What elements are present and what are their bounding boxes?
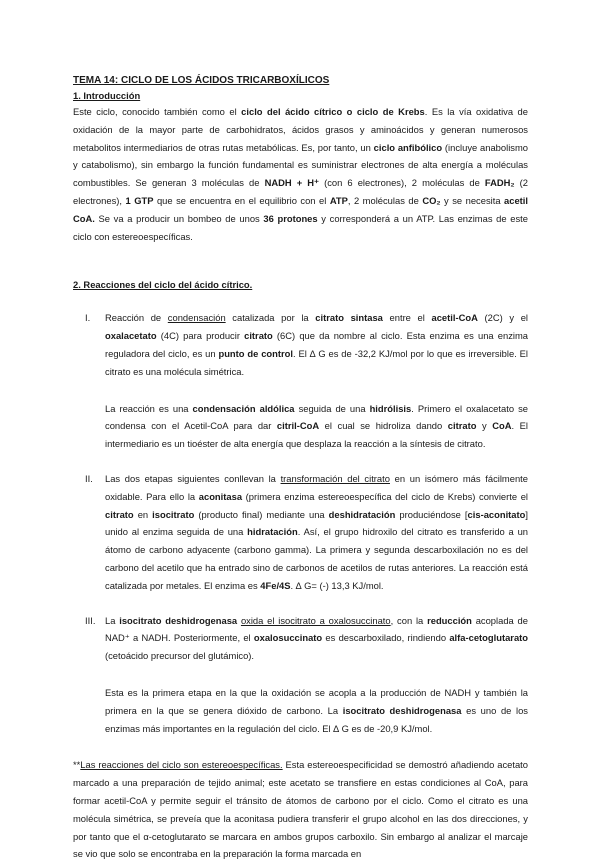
document-body: [73, 74, 528, 863]
reaction-iii-detail-paragraph: Esta es la primera etapa en la que la oxidación se acopla a la producción de NADH y también la primera en la que se genera dióxido de carbono. La isocitrato deshidrogenasa es uno de los enzimas más importantes en la regulación del ciclo. El ∆ G es de -20,9 KJ/mol.: [105, 686, 528, 734]
reaction-i-detail-paragraph: La reacción es una condensación aldólica seguida de una hidrólisis. Primero el oxalacetato se condensa con el Acetil-CoA para dar citril-CoA el cual se hidroliza dando citrato y CoA. El intermediario es un tioéster de alta energía que desplaza la reacción a la síntesis de citrato.: [105, 402, 529, 450]
reaction-i: [73, 309, 528, 380]
reaction-iii-detail: [73, 684, 528, 737]
intro-heading: 1. Introducción: [73, 90, 141, 101]
reaction-iii-paragraph: La isocitrato deshidrogenasa oxida el isocitrato a oxalosuccinato, con la reducción acoplada de NAD⁺ a NADH. Posteriormente, el oxalosuccinato es descarboxilado, rindiendo alfa-cetoglutarato (cetoácido precursor del glutámico).: [105, 614, 529, 662]
reaction-ii: [73, 470, 528, 595]
reaction-iii-number: III.: [85, 614, 96, 626]
reaction-ii-paragraph: Las dos etapas siguientes conllevan la transformación del citrato en un isómero más fácilmente oxidable. Para ello la aconitasa (primera enzima estereoespecífica del ciclo de Krebs) convierte el citrato en isocitrato (producto final) mediante una deshidratación produciéndose [cis-aconitato] unido al enzima seguida de una hidratación. Así, el grupo hidroxilo del citrato es transferido a un átomo de carbono adyacente (carbono gamma). La primera y segunda descarboxilación no es del carbono del acetilo que ha entrado sino de carbonos de acetilos de rutas anteriores. La reacción está catalizada por metales. El enzima es 4Fe/4S. ∆ G= (-) 13,3 KJ/mol.: [105, 472, 529, 591]
reaction-iii: [73, 612, 528, 665]
reaction-ii-number: II.: [85, 472, 93, 484]
reactions-heading: 2. Reacciones del ciclo del ácido cítrico.: [73, 279, 253, 291]
reaction-i-paragraph: Reacción de condensación catalizada por la citrato sintasa entre el acetil-CoA (2C) y el oxalacetato (4C) para producir citrato (6C) que da nombre al ciclo. Esta enzima es una enzima reguladora del ciclo, es un punto de control. El ∆ G es de -32,2 KJ/mol por lo que es irreversible. El citrato es una molécula simétrica.: [105, 312, 529, 377]
document-title: TEMA 14: CICLO DE LOS ÁCIDOS TRICARBOXÍLICOS: [73, 75, 330, 86]
reaction-i-detail: [73, 400, 528, 453]
intro-paragraph: Este ciclo, conocido también como el ciclo del ácido cítrico o ciclo de Krebs. Es la vía oxidativa de oxidación de la mayor parte de carbohidratos, ácidos grasos y aminoácidos y generan numerosos metabolitos intermediarios de otras rutas metabólicas. Es, por tanto, un ciclo anfibólico (incluye anabolismo y catabolismo), sin embargo la función fundamental es suministrar electrones de alta energía a moléculas combustibles. Se generan 3 moléculas de NADH + H⁺ (con 6 electrones), 2 moléculas de FADH₂ (2 electrones), 1 GTP que se encuentra en el equilibrio con el ATP, 2 moléculas de CO₂ y se necesita acetil CoA. Se va a producir un bombeo de unos 36 protones y corresponderá a un ATP. Las enzimas de este ciclo con estereoespecíficas.: [73, 106, 529, 242]
reaction-i-number: I.: [85, 312, 91, 324]
stereospecificity-note: **Las reacciones del ciclo son estereoespecíficas. Esta estereoespecificidad se demostró añadiendo acetato marcado a una preparación de tejido animal; este acetato se transfiere en estas condiciones al CoA, para formar acetil-CoA y permite seguir el tránsito de átomos de carbono por el ciclo. Como el citrato es una molécula simétrica, se preveía que la aconitasa pudiera transferir el grupo alcohol en las dos direcciones, y por tanto que el α-cetoglutarato se marcara en ambos grupos carboxilo. Sin embargo al analizar el marcaje se vio que solo se encontraba en la preparación la forma marcada en: [73, 759, 528, 860]
